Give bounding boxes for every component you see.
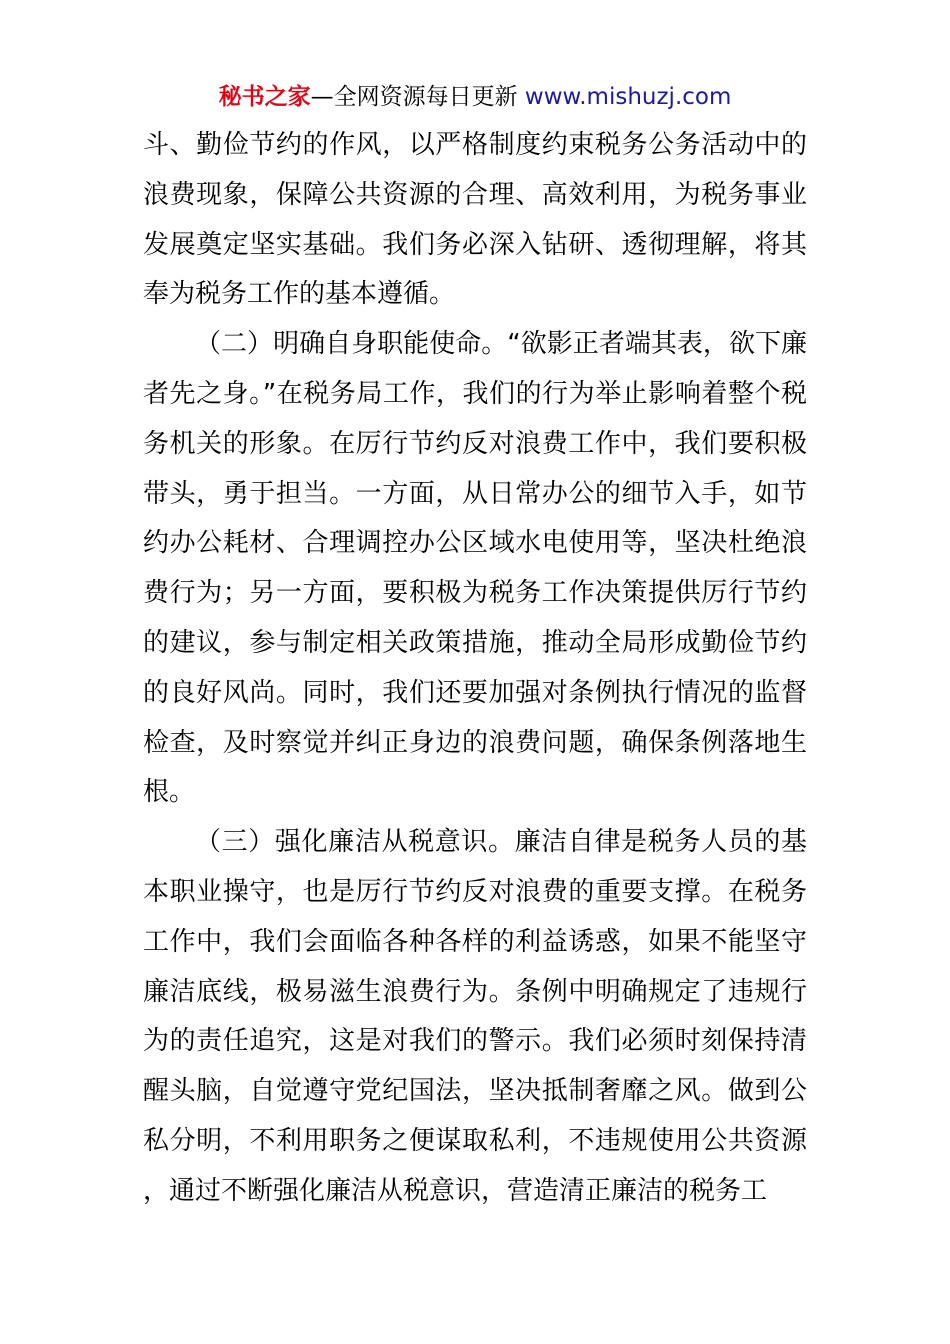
header-brand: 秘书之家 (218, 84, 311, 110)
paragraph-continued: 斗、勤俭节约的作风，以严格制度约束税务公务活动中的浪费现象，保障公共资源的合理、高效利用，为税务事业发展奠定坚实基础。我们务必深入钻研、透彻理解，将其奉为税务工作的基本遵循。 (143, 130, 807, 310)
header-url-link[interactable]: www.mishuzj.com (524, 84, 732, 110)
paragraph-section-2: （二）明确自身职能使命。“欲影正者端其表，欲下廉者先之身。”在税务局工作，我们的行为举止影响着整个税务机关的形象。在厉行节约反对浪费工作中，我们要积极带头，勇于担当。一方面，从日常办公的细节入手，如节约办公耗材、合理调控办公区域水电使用等，坚决杜绝浪费行为；另一方面，要积极为税务工作决策提供厉行节约的建议，参与制定相关政策措施，推动全局形成勤俭节约的良好风尚。同时，我们还要加强对条例执行情况的监督检查，及时察觉并纠正身边的浪费问题，确保条例落地生根。 (143, 329, 807, 808)
page-header (0, 80, 950, 114)
document-body (143, 121, 807, 1217)
paragraph-section-3: （三）强化廉洁从税意识。廉洁自律是税务人员的基本职业操守，也是厉行节约反对浪费的重要支撑。在税务工作中，我们会面临各种各样的利益诱惑，如果不能坚守廉洁底线，极易滋生浪费行为。条例中明确规定了违规行为的责任追究，这是对我们的警示。我们必须时刻保持清醒头脑，自觉遵守党纪国法，坚决抵制奢靡之风。做到公私分明，不利用职务之便谋取私利，不违规使用公共资源，通过不断强化廉洁从税意识，营造清正廉洁的税务工 (143, 827, 807, 1206)
header-tagline: —全网资源每日更新 (310, 84, 525, 110)
